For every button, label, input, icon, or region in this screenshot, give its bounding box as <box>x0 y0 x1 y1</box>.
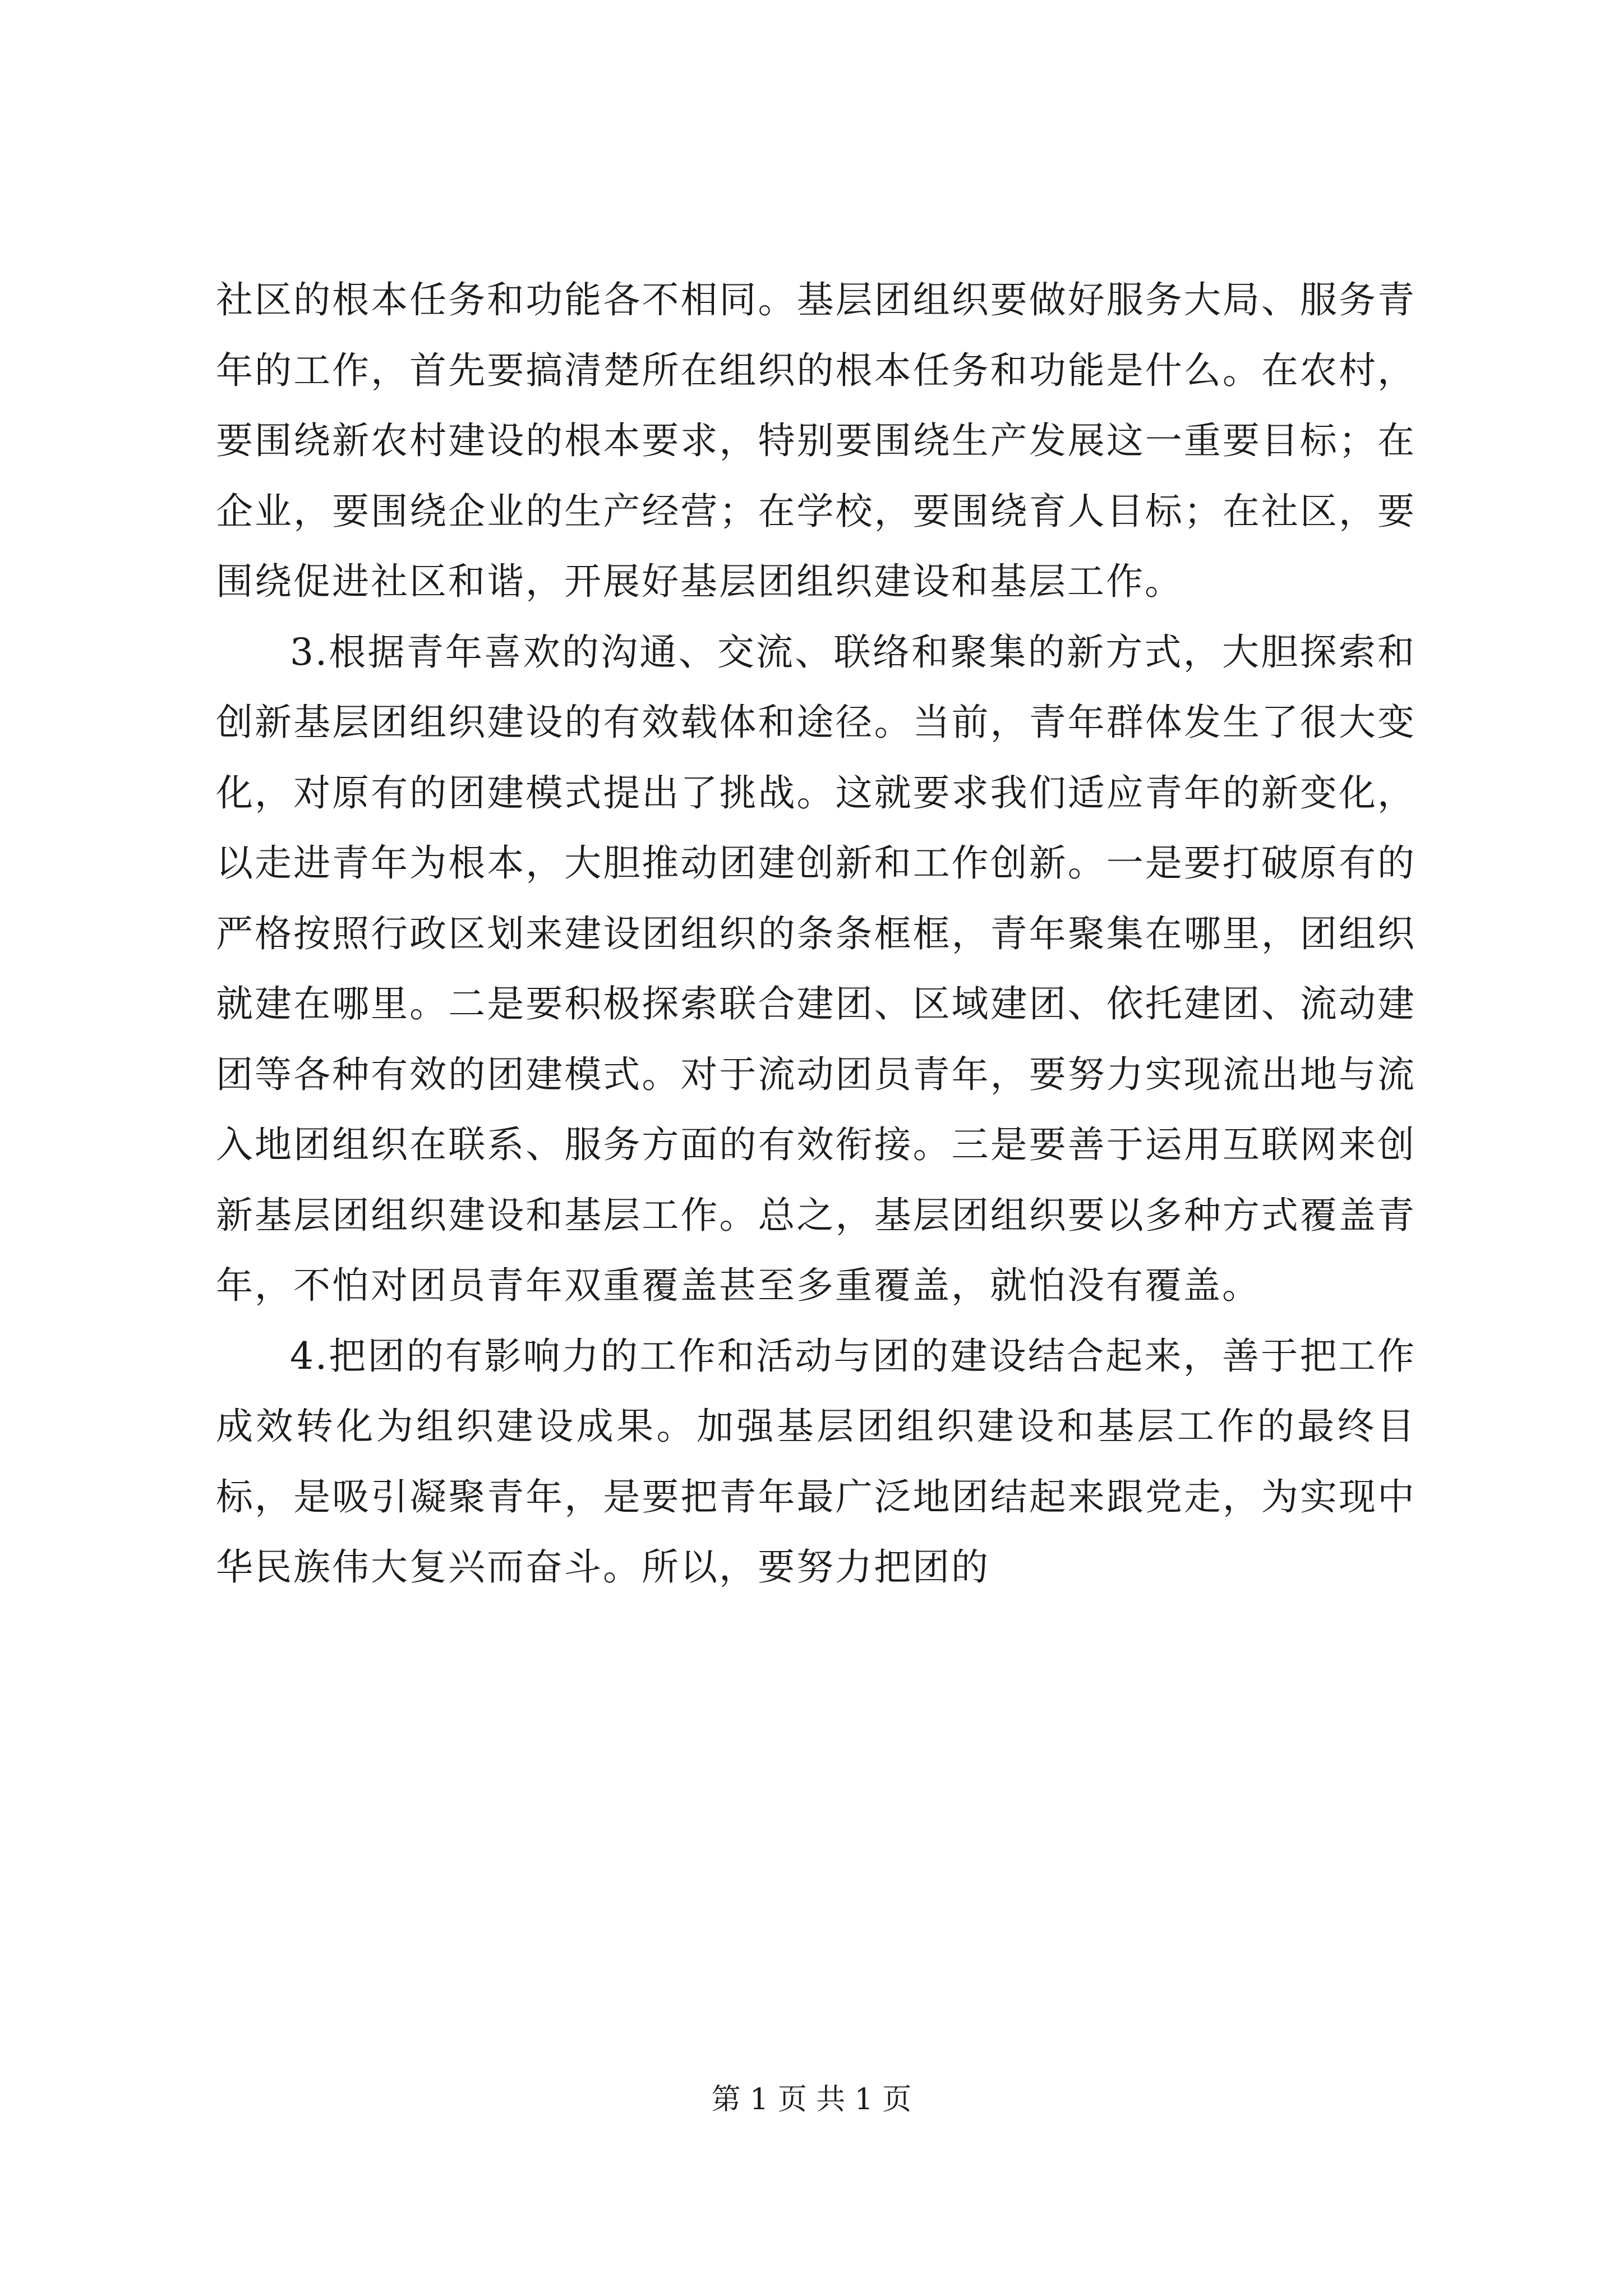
body-text <box>216 265 1416 1603</box>
paragraph-item-3: 3.根据青年喜欢的沟通、交流、联络和聚集的新方式，大胆探索和创新基层团组织建设的有效载体和途径。当前，青年群体发生了很大变化，对原有的团建模式提出了挑战。这就要求我们适应青年的新变化，以走进青年为根本，大胆推动团建创新和工作创新。一是要打破原有的严格按照行政区划来建设团组织的条条框框，青年聚集在哪里，团组织就建在哪里。二是要积极探索联合建团、区域建团、依托建团、流动建团等各种有效的团建模式。对于流动团员青年，要努力实现流出地与流入地团组织在联系、服务方面的有效衔接。三是要善于运用互联网来创新基层团组织建设和基层工作。总之，基层团组织要以多种方式覆盖青年，不怕对团员青年双重覆盖甚至多重覆盖，就怕没有覆盖。 <box>216 630 1416 1307</box>
page-footer: 第 1 页 共 1 页 <box>711 2083 912 2116</box>
paragraph-continuation: 社区的根本任务和功能各不相同。基层团组织要做好服务大局、服务青年的工作，首先要搞清楚所在组织的根本任务和功能是什么。在农村，要围绕新农村建设的根本要求，特别要围绕生产发展这一重要目标；在企业，要围绕企业的生产经营；在学校，要围绕育人目标；在社区，要围绕促进社区和谐，开展好基层团组织建设和基层工作。 <box>216 278 1416 603</box>
paragraph-item-4: 4.把团的有影响力的工作和活动与团的建设结合起来，善于把工作成效转化为组织建设成果。加强基层团组织建设和基层工作的最终目标，是吸引凝聚青年，是要把青年最广泛地团结起来跟党走，为实现中华民族伟大复兴而奋斗。所以，要努力把团的 <box>216 1334 1416 1589</box>
